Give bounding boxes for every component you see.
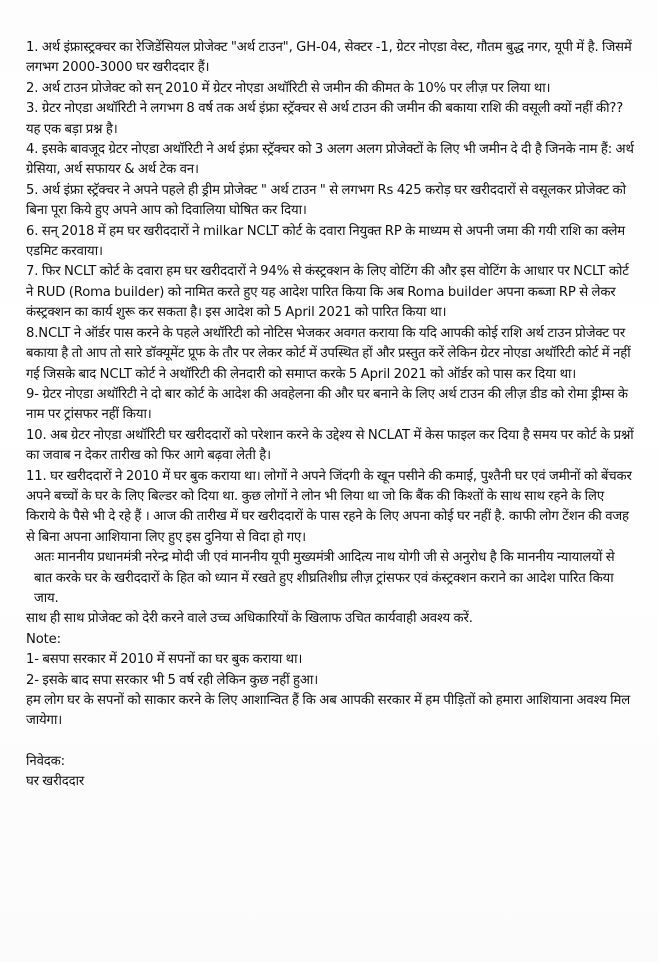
point-7: 7. फिर NCLT कोर्ट के दवारा हम घर खरीददारों ने 94% से कंस्ट्रक्शन के लिए वोटिंग की और इस वोटिंग के आधार पर NCLT कोर्ट ने RUD (Roma builder) को नामित करते हुए यह आदेश पारित किया कि अब Roma builder अपना कब्जा RP से लेकर कंस्ट्रक्शन का कार्य शुरू कर सकता है। इस आदेश को 5 April 2021 को पारित किया था। <box>26 264 629 321</box>
spacer <box>26 732 636 752</box>
point-11: 11. घर खरीददारों ने 2010 में घर बुक कराया था। लोगों ने अपने जिंदगी के खून पसीने की कमाई, पुश्तैनी घर एवं जमीनों को बेंचकर अपने बच्चों के घर के लिए बिल्डर को दिया था. कुछ लोगों ने लोन भी लिया था जो कि बैंक की किश्तों के साथ साथ रहने के लिए किराये के पैसे भी दे रहे हैं । आज की तारीख में घर खरीददारों के पास रहने के लिए अपना कोई घर नहीं है. काफी लोग टेंशन की वजह से बिना अपना आशियाना लिए हुए इस दुनिया से विदा हो गए। <box>26 468 632 545</box>
point-1: 1. अर्थ इंफ्रास्ट्रक्चर का रेजिडेंसियल प्रोजेक्ट "अर्थ टाउन", GH-04, सेक्टर -1, ग्रेटर नोएडा वेस्ट, गौतम बुद्ध नगर, यूपी में है. जिसमें लगभग 2000-3000 घर खरीददार हैं। <box>26 40 632 76</box>
point-9: 9- ग्रेटर नोएडा अथॉरिटी ने दो बार कोर्ट के आदेश की अवहेलना की और घर बनाने के लिए अर्थ टाउन की लीज़ डीड को रोमा ड्रीम्स के नाम पर ट्रांसफर नहीं किया। <box>26 386 628 423</box>
point-2: 2. अर्थ टाउन प्रोजेक्ट को सन् 2010 में ग्रेटर नोएडा अथॉरिटी से जमीन की कीमत के 10% पर लीज़ पर लिया था। <box>26 80 551 96</box>
action-paragraph: साथ ही साथ प्रोजेक्ट को देरी करने वाले उच्च अधिकारियों के खिलाफ उचित कार्यवाही अवश्य करें. <box>26 611 473 627</box>
point-6: 6. सन् 2018 में हम घर खरीददारों ने milkar NCLT कोर्ट के दवारा नियुक्त RP के माध्यम से अपनी जमा की गयी राशि का क्लेम एडमिट करवाया। <box>26 223 626 260</box>
point-10: 10. अब ग्रेटर नोएडा अथॉरिटी घर खरीददारों को परेशान करने के उद्देश्य से NCLAT में केस फाइल कर दिया है समय पर कोर्ट के प्रश्नों का जवाब न देकर तारीख को फिर आगे बढ़वा लेती है। <box>26 427 634 464</box>
signature-name: घर खरीददार <box>26 774 85 790</box>
note-item-1: 1- बसपा सरकार में 2010 में सपनों का घर बुक कराया था। <box>26 652 303 668</box>
request-paragraph: अतः माननीय प्रधानमंत्री नरेन्द्र मोदी जी एवं माननीय यूपी मुख्यमंत्री आदित्य नाथ योगी जी से अनुरोध है कि माननीय न्यायालयों से बात करके घर के खरीददारों के हित को ध्यान में रखते हुए शीघ्रतिशीघ्र लीज़ ट्रांसफर एवं कंस्ट्रक्शन कराने का आदेश पारित किया जाय. <box>34 550 615 606</box>
signature-label: निवेदक: <box>26 753 65 769</box>
point-3: 3. ग्रेटर नोएडा अथॉरिटी ने लगभग 8 वर्ष तक अर्थ इंफ्रा स्ट्रॅक्चर से अर्थ टाउन की जमीन की बकाया राशि की वसूली क्यों नहीं की?? यह एक बड़ा प्रश्न है। <box>26 101 624 137</box>
note-item-2: 2- इसके बाद सपा सरकार भी 5 वर्ष रही लेकिन कुछ नहीं हुआ। <box>26 672 319 688</box>
hope-paragraph: हम लोग घर के सपनों को साकार करने के लिए आशान्वित हैं कि अब आपकी सरकार में हम पीड़ितों को हमारा आशियाना अवश्य मिल जायेगा। <box>26 693 631 729</box>
point-8: 8.NCLT ने ऑर्डर पास करने के पहले अथॉरिटी को नोटिस भेजकर अवगत कराया कि यदि आपकी कोई राशि अर्थ टाउन प्रोजेक्ट पर बकाया है तो आप तो सारे डॉक्यूमेंट प्रूफ के तौर पर लेकर कोर्ट में उपस्थित हों और प्रस्तुत करें लेकिन ग्रेटर नोएडा अथॉरिटी कोर्ट में नहीं गई जिसके बाद NCLT कोर्ट ने अथॉरिटी की लेनदारी को समाप्त करके 5 April 2021 को ऑर्डर को पास कर दिया था। <box>26 325 631 382</box>
point-5: 5. अर्थ इंफ्रा स्ट्रॅक्चर ने अपने पहले ही ड्रीम प्रोजेक्ट " अर्थ टाउन " से लगभग Rs 425 करोड़ घर खरीददारों से वसूलकर प्रोजेक्ट को बिना पूरा किये हुए अपने आप को दिवालिया घोषित कर दिया। <box>26 182 626 219</box>
note-heading: Note: <box>26 631 61 647</box>
letter-body <box>26 38 636 793</box>
point-4: 4. इसके बावजूद ग्रेटर नोएडा अथॉरिटी ने अर्थ इंफ्रा स्ट्रॅक्चर को 3 अलग अलग प्रोजेक्टों के लिए भी जमीन दे दी है जिनके नाम हैं: अर्थ ग्रेसिया, अर्थ सफायर & अर्थ टेक वन। <box>26 142 634 178</box>
